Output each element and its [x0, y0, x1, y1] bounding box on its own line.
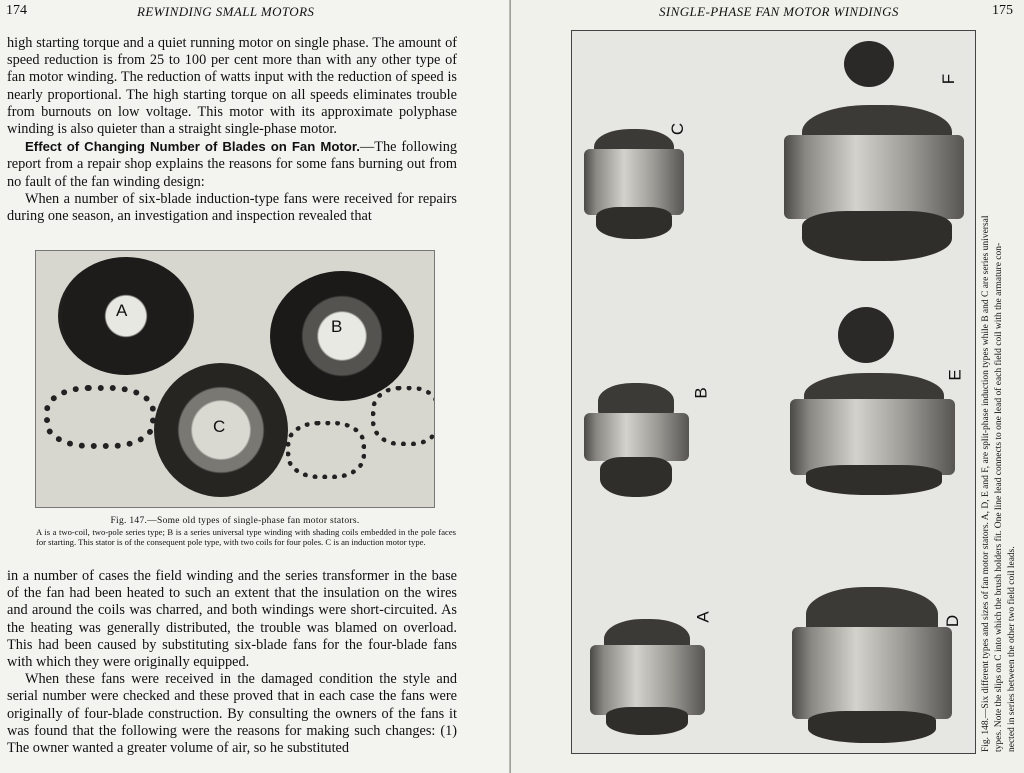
figure-147-photo	[35, 250, 435, 508]
paragraph: high starting torque and a quiet running motor on single phase. The amount of speed reduction is from 25 to 100 per cent more than with any other type of fan motor winding. The reduction of watts input with the reduction of speed is nearly proportional. The high starting torque on all speeds eliminates trouble from burnouts on low voltage. This motor with its approximate polyphase winding is also quieter than a straight single-phase motor.	[7, 35, 457, 138]
label-a: A	[116, 301, 128, 320]
label-f: F	[939, 73, 959, 85]
right-page	[511, 0, 1024, 773]
running-head: REWINDING SMALL MOTORS	[137, 4, 315, 19]
figure-147-caption: Fig. 147.—Some old types of single-phase fan motor stators.	[110, 516, 360, 526]
running-head: SINGLE-PHASE FAN MOTOR WINDINGS	[659, 4, 899, 19]
paragraph: When a number of six-blade induction-type fans were received for repairs during one season, an investigation and inspection revealed that	[7, 190, 457, 225]
figure-148-caption-line-3: nected in series between the other two field coil leads.	[1007, 546, 1017, 752]
label-a: A	[693, 611, 713, 623]
stator-f	[784, 41, 964, 271]
stator-e	[790, 307, 955, 497]
label-c: C	[668, 122, 688, 136]
paragraph-body: —The following report from a repair shop explains the reasons for some fans burning out from no fault of the fan winding design:	[7, 139, 458, 190]
figure-147-caption-detail: A is a two-coil, two-pole series type; B is a series universal type winding with shading coils embedded in the pole faces for starting. This stator is of the consequent pole type, with two coils for four poles. C is an induction motor type.	[36, 527, 456, 547]
label-c: C	[213, 417, 226, 436]
figure-148-photo	[571, 30, 976, 754]
figure-148-caption-line-1: Fig. 148.—Six different types and sizes of fan motor stators. A, D, E and F, are split-phase induction types while B and C are series universal	[981, 215, 991, 752]
left-page	[0, 0, 510, 773]
text-block-top	[7, 35, 457, 225]
lead-wires	[371, 386, 435, 446]
stator-b	[584, 383, 689, 501]
stator-a	[590, 619, 705, 737]
label-d: D	[943, 614, 963, 628]
paragraph: When these fans were received in the damaged condition the style and serial number were checked and these proved that in each case the fans were originally of four-blade construction. By consulting the owners of the fans it was found that the following were the reasons for making such changes: (1) The owner wanted a greater volume of air, so he substituted	[7, 671, 457, 757]
lead-wires	[286, 421, 366, 479]
label-e: E	[945, 369, 965, 381]
section-heading: Effect of Changing Number of Blades on Fan Motor.	[25, 139, 360, 155]
stator-d	[792, 587, 952, 747]
paragraph	[7, 138, 457, 191]
page-number: 174	[6, 3, 27, 18]
stator-c	[584, 129, 684, 239]
label-b: B	[691, 387, 711, 399]
paragraph: in a number of cases the field winding and the series transformer in the base of the fan had been heated to such an extent that the insulation on the wires and around the coils was charred, and both windings were short-circuited. As the heating was generally distributed, the trouble was blamed on overload. This had been caused by substituting six-blade fans for the four-blade fans with which they were originally equipped.	[7, 568, 457, 671]
figure-148-caption-line-2: types. Note the slips on C into which the brush holders fit. One line lead connects to one lead of each field coil with the armature con-	[994, 242, 1004, 752]
text-block-bottom	[7, 568, 457, 757]
lead-wires	[44, 385, 156, 449]
label-b: B	[331, 317, 343, 336]
page-number: 175	[992, 3, 1013, 18]
